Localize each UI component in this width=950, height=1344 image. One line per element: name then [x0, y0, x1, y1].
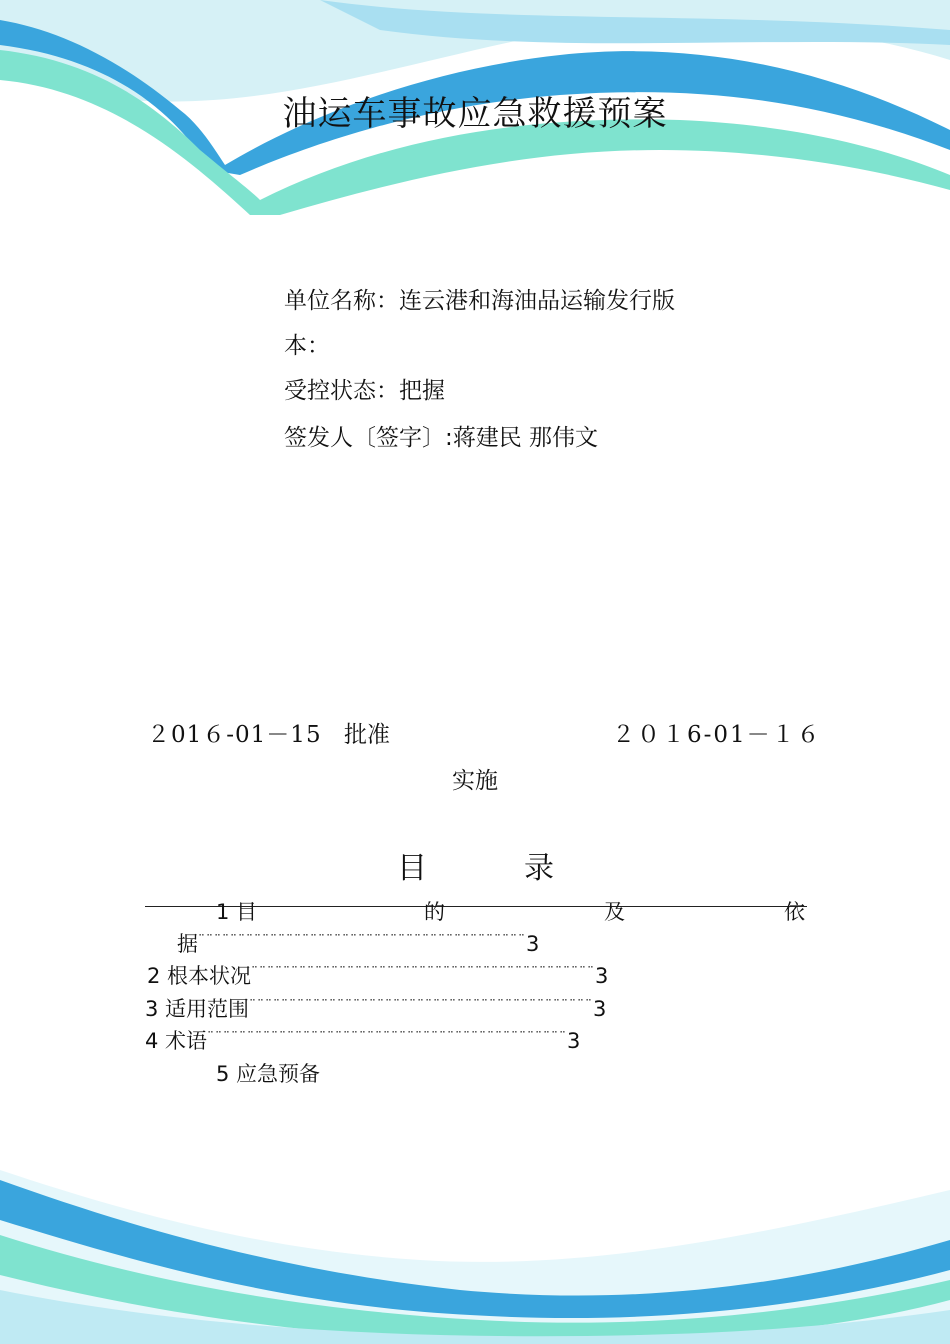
- toc-heading-char-1: 目: [397, 851, 427, 886]
- toc-heading-char-2: 录: [524, 851, 554, 886]
- toc-item-2-page: 3: [595, 964, 609, 988]
- toc-item-1-cont-label: 据: [177, 932, 198, 956]
- toc-item-1-part-1: 1 目: [216, 900, 258, 924]
- approve-label: 批准: [344, 722, 390, 748]
- toc-item-5-label: 5 应急预备: [216, 1062, 321, 1086]
- toc-item-5: [216, 1058, 320, 1088]
- toc-item-3-page: 3: [593, 997, 607, 1021]
- toc-item-1-part-4: 依: [784, 900, 805, 924]
- footer-wave-decoration: [0, 1150, 950, 1344]
- toc-leader-dots: ¨¨¨¨¨¨¨¨¨¨¨¨¨¨¨¨¨¨¨¨¨¨¨¨¨¨¨¨¨¨¨¨¨¨¨¨¨¨¨¨¨: [198, 933, 526, 949]
- version-line: 本：: [284, 333, 330, 359]
- toc-leader-dots: ¨¨¨¨¨¨¨¨¨¨¨¨¨¨¨¨¨¨¨¨¨¨¨¨¨¨¨¨¨¨¨¨¨¨¨¨¨¨¨¨¨¨¨: [249, 998, 594, 1014]
- toc-item-4-page: 3: [567, 1029, 581, 1053]
- issuer-line: 签发人〔签字〕:蒋建民 那伟文: [284, 425, 599, 451]
- toc-item-3-label: 3 适用范围: [145, 997, 250, 1021]
- toc-leader-dots: ¨¨¨¨¨¨¨¨¨¨¨¨¨¨¨¨¨¨¨¨¨¨¨¨¨¨¨¨¨¨¨¨¨¨¨¨¨¨¨¨¨¨¨¨¨: [207, 1030, 568, 1046]
- control-status-line: 受控状态：把握: [284, 378, 445, 404]
- toc-item-1-page: 3: [526, 932, 540, 956]
- approve-date: ２01６-01－15: [147, 722, 322, 748]
- implement-label: 实施: [452, 768, 498, 794]
- toc-leader-dots: ¨¨¨¨¨¨¨¨¨¨¨¨¨¨¨¨¨¨¨¨¨¨¨¨¨¨¨¨¨¨¨¨¨¨¨¨¨¨¨¨¨¨¨: [251, 965, 596, 981]
- implement-date: ２０１6-01－１６: [612, 722, 822, 748]
- toc-item-1-part-3: 及: [604, 900, 625, 924]
- toc-item-3: [145, 993, 606, 1023]
- document-title: 油运车事故应急救援预案: [282, 94, 668, 134]
- unit-name-line: 单位名称：连云港和海油品运输发行版: [284, 288, 675, 314]
- toc-item-4-label: 4 术语: [145, 1029, 208, 1053]
- toc-item-1-part-2: 的: [424, 900, 445, 924]
- toc-item-2-label: 2 根本状况: [147, 964, 252, 988]
- toc-item-4: [145, 1025, 580, 1055]
- toc-item-2: [147, 960, 608, 990]
- toc-item-1-continued: [177, 928, 539, 958]
